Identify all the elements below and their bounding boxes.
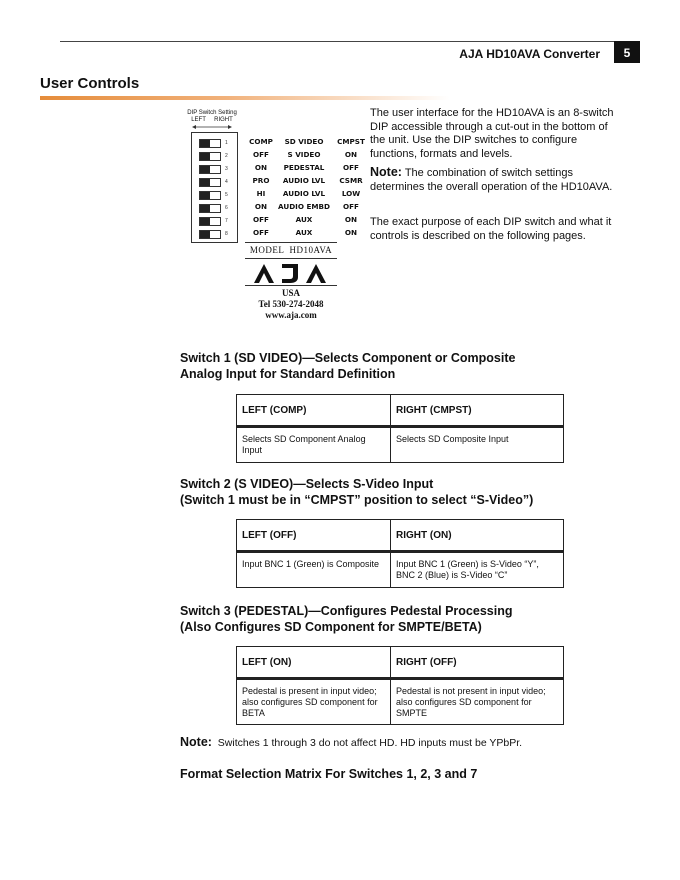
- address-web: www.aja.com: [265, 310, 317, 320]
- switch-heading-line: Analog Input for Standard Definition: [180, 367, 396, 381]
- sw-left-label: HI: [256, 189, 266, 198]
- intro-note: [370, 166, 622, 194]
- right-description: Input BNC 1 (Green) is S-Video “Y”, BNC 2 (Blue) is S-Video “C”: [391, 552, 564, 588]
- sw-function-label: AUX: [295, 228, 313, 237]
- dip-number: 6: [225, 205, 228, 211]
- section-underline: [40, 96, 450, 100]
- dip-switch-1: [199, 139, 233, 148]
- address-country: USA: [281, 288, 300, 298]
- sw-right-label: CSMR: [339, 176, 363, 185]
- dip-number: 3: [225, 166, 228, 172]
- left-header: LEFT (OFF): [237, 520, 391, 552]
- dip-caption: [180, 110, 244, 133]
- sw-right-label: LOW: [341, 189, 361, 198]
- sw-right-label: CMPST: [337, 137, 365, 146]
- sw-function-label: PEDESTAL: [283, 163, 325, 172]
- double-arrow-icon: [180, 124, 244, 130]
- note-label: Note:: [180, 735, 212, 749]
- sw-left-label: OFF: [253, 228, 269, 237]
- switch-1-heading: [180, 350, 580, 382]
- dip-switch-8: [199, 230, 233, 239]
- note-label: Note:: [370, 165, 402, 179]
- switch-3-table: [236, 646, 564, 725]
- switch-heading-line: (Switch 1 must be in “CMPST” position to select “S-Video”): [180, 493, 534, 507]
- dip-number: 1: [225, 140, 228, 146]
- left-description: Selects SD Component Analog Input: [237, 427, 391, 463]
- right-header: RIGHT (OFF): [391, 647, 564, 679]
- address-phone: Tel 530-274-2048: [258, 299, 324, 309]
- right-header: RIGHT (ON): [391, 520, 564, 552]
- header-rule: [60, 41, 614, 42]
- sw-right-label: ON: [344, 228, 358, 237]
- intro-paragraph: The user interface for the HD10AVA is an 8-switch DIP accessible through a cut-out in the bottom of the unit. Use the DIP switches to configure functions, formats and levels.: [370, 107, 614, 160]
- right-description: Pedestal is not present in input video; also configures SD component for SMPTE: [391, 679, 564, 725]
- left-header: LEFT (COMP): [237, 395, 391, 427]
- switch-heading-line: Switch 3 (PEDESTAL)—Configures Pedestal Processing: [180, 604, 513, 618]
- hd-note: [180, 735, 522, 749]
- header-title: AJA HD10AVA Converter: [459, 47, 600, 61]
- dip-number: 4: [225, 179, 228, 185]
- dip-switch-3: [199, 165, 233, 174]
- dip-switch-block: [191, 132, 238, 243]
- dip-switch-4: [199, 178, 233, 187]
- left-header: LEFT (ON): [237, 647, 391, 679]
- matrix-title: Format Selection Matrix For Switches 1, 2, 3 and 7: [180, 767, 478, 781]
- switch-2-heading: [180, 476, 580, 508]
- sw-left-label: ON: [254, 163, 268, 172]
- dip-switch-5: [199, 191, 233, 200]
- sw-function-label: AUDIO EMBD: [278, 202, 330, 211]
- sw-function-label: AUDIO LVL: [282, 189, 326, 198]
- sw-function-label: AUX: [295, 215, 313, 224]
- model-label: MODEL HD10AVA: [245, 242, 337, 259]
- dip-switch-7: [199, 217, 233, 226]
- left-description: Pedestal is present in input video; also configures SD component for BETA: [237, 679, 391, 725]
- aja-logo: [252, 262, 332, 284]
- sw-left-label: COMP: [249, 137, 273, 146]
- switch-heading-line: Switch 1 (SD VIDEO)—Selects Component or Composite: [180, 351, 516, 365]
- right-description: Selects SD Composite Input: [391, 427, 564, 463]
- sw-right-label: OFF: [343, 202, 359, 211]
- left-description: Input BNC 1 (Green) is Composite: [237, 552, 391, 588]
- sw-left-label: OFF: [253, 150, 269, 159]
- dip-switch-6: [199, 204, 233, 213]
- sw-right-label: ON: [344, 150, 358, 159]
- sw-function-label: SD VIDEO: [284, 137, 324, 146]
- switch-3-heading: [180, 603, 580, 635]
- sw-left-label: ON: [254, 202, 268, 211]
- dip-number: 5: [225, 192, 228, 198]
- logo-rule: [245, 285, 337, 286]
- right-header: RIGHT (CMPST): [391, 395, 564, 427]
- sw-function-label: AUDIO LVL: [282, 176, 326, 185]
- dip-number: 8: [225, 231, 228, 237]
- note-text: Switches 1 through 3 do not affect HD. HD inputs must be YPbPr.: [217, 737, 523, 749]
- section-title: User Controls: [40, 75, 140, 92]
- page-number: 5: [614, 41, 640, 63]
- note-text: The combination of switch settings determines the overall operation of the HD10AVA.: [370, 167, 613, 193]
- dip-number: 2: [225, 153, 228, 159]
- dip-caption-sides: LEFT RIGHT: [191, 117, 233, 123]
- switch-heading-line: (Also Configures SD Component for SMPTE/BETA): [180, 620, 482, 634]
- sw-right-label: OFF: [343, 163, 359, 172]
- sw-left-label: PRO: [252, 176, 270, 185]
- switch-1-table: [236, 394, 564, 463]
- dip-switch-2: [199, 152, 233, 161]
- intro-paragraph-2: The exact purpose of each DIP switch and what it controls is described on the following pages.: [370, 216, 612, 242]
- sw-function-label: S VIDEO: [287, 150, 321, 159]
- sw-left-label: OFF: [253, 215, 269, 224]
- dip-number: 7: [225, 218, 228, 224]
- switch-heading-line: Switch 2 (S VIDEO)—Selects S-Video Input: [180, 477, 434, 491]
- dip-caption-title: DIP Switch Setting: [187, 110, 237, 116]
- switch-2-table: [236, 519, 564, 588]
- sw-right-label: ON: [344, 215, 358, 224]
